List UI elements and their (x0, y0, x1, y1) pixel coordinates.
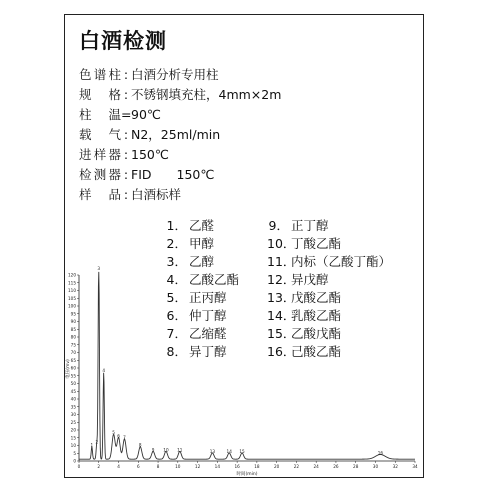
y-tick-label: 105 (68, 295, 76, 301)
legend-label: 内标（乙酸丁酯） (291, 254, 392, 269)
legend-label: 丁酸乙酯 (291, 236, 342, 251)
legend-label: 乳酸乙酯 (291, 308, 342, 323)
x-tick-label: 34 (412, 464, 418, 469)
x-tick-label: 6 (136, 464, 140, 469)
axes-layer (68, 273, 418, 470)
spec-value: 不锈钢填充柱，4mm×2m (131, 87, 282, 102)
chromatogram-card (64, 14, 424, 478)
x-tick-label: 24 (313, 464, 319, 469)
y-tick-label: 115 (68, 280, 76, 286)
y-tick-label: 80 (70, 334, 76, 340)
y-tick-label: 110 (68, 288, 76, 293)
legend-number: 3． (166, 254, 187, 269)
x-axis-label: 时间(min) (236, 472, 258, 477)
peak-label: 14 (226, 448, 232, 454)
spec-value: FID 150℃ (131, 167, 215, 182)
y-tick-label: 55 (70, 373, 76, 379)
spec-label: 载 气 (79, 127, 121, 142)
legend-number: 8． (166, 344, 187, 359)
legend-label: 戊酸乙酯 (291, 290, 342, 305)
y-tick-label: 50 (70, 381, 76, 386)
x-tick-label: 4 (117, 464, 120, 469)
chromatogram-trace (79, 272, 415, 459)
legend-label: 仲丁醇 (189, 308, 227, 323)
y-tick-label: 65 (70, 357, 76, 363)
legend-number: 5． (166, 290, 187, 305)
spec-row (79, 125, 281, 145)
y-tick-label: 0 (73, 458, 76, 464)
spec-colon: : (123, 127, 129, 142)
legend-number: 1． (166, 218, 187, 233)
y-tick-label: 90 (70, 319, 76, 324)
spec-colon: : (123, 167, 129, 182)
x-tick-label: 26 (333, 464, 339, 469)
spec-colon: : (123, 67, 129, 82)
legend-number: 13． (267, 290, 296, 305)
y-tick-label: 40 (70, 396, 76, 402)
peak-label: 3 (97, 265, 101, 271)
y-tick-label: 10 (70, 443, 76, 448)
peak-label: 11 (177, 447, 183, 453)
y-tick-label: 100 (68, 303, 76, 309)
peak-label: 8 (138, 442, 142, 448)
legend-label: 乙酸戊酯 (291, 326, 342, 341)
spec-value: N2，25ml/min (131, 127, 221, 142)
peak-label: 1 (90, 442, 94, 448)
spec-row (79, 105, 281, 125)
spec-value: 白酒分析专用柱 (131, 67, 219, 82)
peak-label: 4 (102, 368, 106, 374)
peak-labels-layer (91, 266, 384, 455)
spec-row (79, 65, 281, 85)
legend-label: 乙酸乙酯 (189, 272, 240, 287)
spec-value: 90℃ (131, 107, 161, 122)
spec-label: 色谱柱 (79, 67, 121, 82)
peak-label: 6 (117, 433, 120, 439)
legend-number: 6． (166, 308, 187, 323)
peak-label: 5 (112, 430, 115, 436)
spec-colon: : (123, 147, 129, 162)
peak-label: 9 (151, 447, 155, 453)
legend-label: 己酸乙酯 (291, 344, 342, 359)
y-tick-label: 35 (70, 404, 76, 410)
spec-row (79, 185, 281, 205)
y-tick-label: 25 (70, 419, 76, 425)
peak-label: 16 (377, 450, 384, 456)
y-axis-label: 电压(mv) (66, 359, 71, 379)
peak-label: 15 (239, 448, 245, 454)
x-tick-label: 18 (254, 464, 260, 469)
y-tick-label: 45 (70, 388, 76, 394)
legend-number: 9． (268, 218, 289, 233)
y-tick-label: 70 (70, 350, 76, 355)
legend-label: 乙缩醛 (189, 326, 227, 341)
y-tick-label: 5 (73, 450, 76, 456)
x-tick-label: 22 (293, 464, 300, 469)
spec-list (79, 65, 281, 205)
chromatogram-chart (65, 265, 423, 477)
y-tick-label: 120 (68, 272, 76, 278)
y-tick-label: 15 (70, 435, 76, 441)
y-tick-label: 85 (70, 326, 76, 332)
x-tick-label: 12 (194, 464, 201, 469)
legend-label: 异戊醇 (291, 272, 329, 287)
legend-number: 11． (267, 254, 296, 269)
legend-number: 2． (166, 236, 187, 251)
spec-row (79, 85, 281, 105)
spec-label: 进样器 (79, 147, 121, 162)
x-tick-label: 20 (273, 464, 280, 469)
spec-label: 规 格 (79, 87, 121, 102)
spec-row (79, 145, 281, 165)
spec-row (79, 165, 281, 185)
y-tick-label: 30 (70, 412, 76, 417)
legend-number: 10． (267, 236, 296, 251)
spec-colon: : (123, 187, 129, 202)
y-tick-label: 60 (70, 365, 76, 371)
peak-label: 13 (209, 448, 216, 454)
y-tick-label: 95 (70, 311, 76, 317)
x-tick-label: 10 (175, 464, 181, 469)
y-tick-label: 75 (70, 342, 76, 348)
legend-label: 乙醇 (189, 254, 215, 269)
spec-label: 检测器 (79, 167, 121, 182)
y-tick-label: 20 (70, 427, 76, 433)
peak-label: 2 (95, 439, 99, 445)
spec-colon: = (121, 107, 132, 122)
x-tick-label: 2 (97, 464, 101, 469)
legend-label: 甲醇 (189, 236, 215, 251)
x-tick-label: 0 (77, 464, 81, 469)
peak-label: 7 (123, 434, 126, 440)
x-tick-label: 8 (156, 464, 160, 469)
legend-label: 正丁醇 (291, 218, 329, 233)
x-tick-label: 14 (214, 464, 221, 469)
x-tick-label: 32 (392, 464, 398, 469)
legend-label: 乙醛 (189, 218, 215, 233)
legend-label: 异丁醇 (189, 344, 227, 359)
legend-number: 15． (267, 326, 296, 341)
x-tick-label: 28 (353, 464, 359, 469)
spec-colon: : (123, 87, 129, 102)
x-tick-label: 16 (234, 464, 240, 469)
page-title: 白酒检测 (79, 29, 167, 53)
peak-label: 10 (163, 447, 169, 453)
legend-number: 16． (267, 344, 296, 359)
spec-value: 150℃ (131, 147, 169, 162)
legend-number: 7． (166, 326, 187, 341)
spec-value: 白酒标样 (131, 187, 182, 202)
legend-label: 正丙醇 (189, 290, 227, 305)
legend-number: 14． (267, 308, 296, 323)
spec-label: 柱 温 (79, 107, 121, 122)
x-tick-label: 30 (372, 464, 379, 469)
spec-label: 样 品 (79, 187, 121, 202)
legend-number: 12． (267, 272, 296, 287)
legend-number: 4． (166, 272, 187, 287)
